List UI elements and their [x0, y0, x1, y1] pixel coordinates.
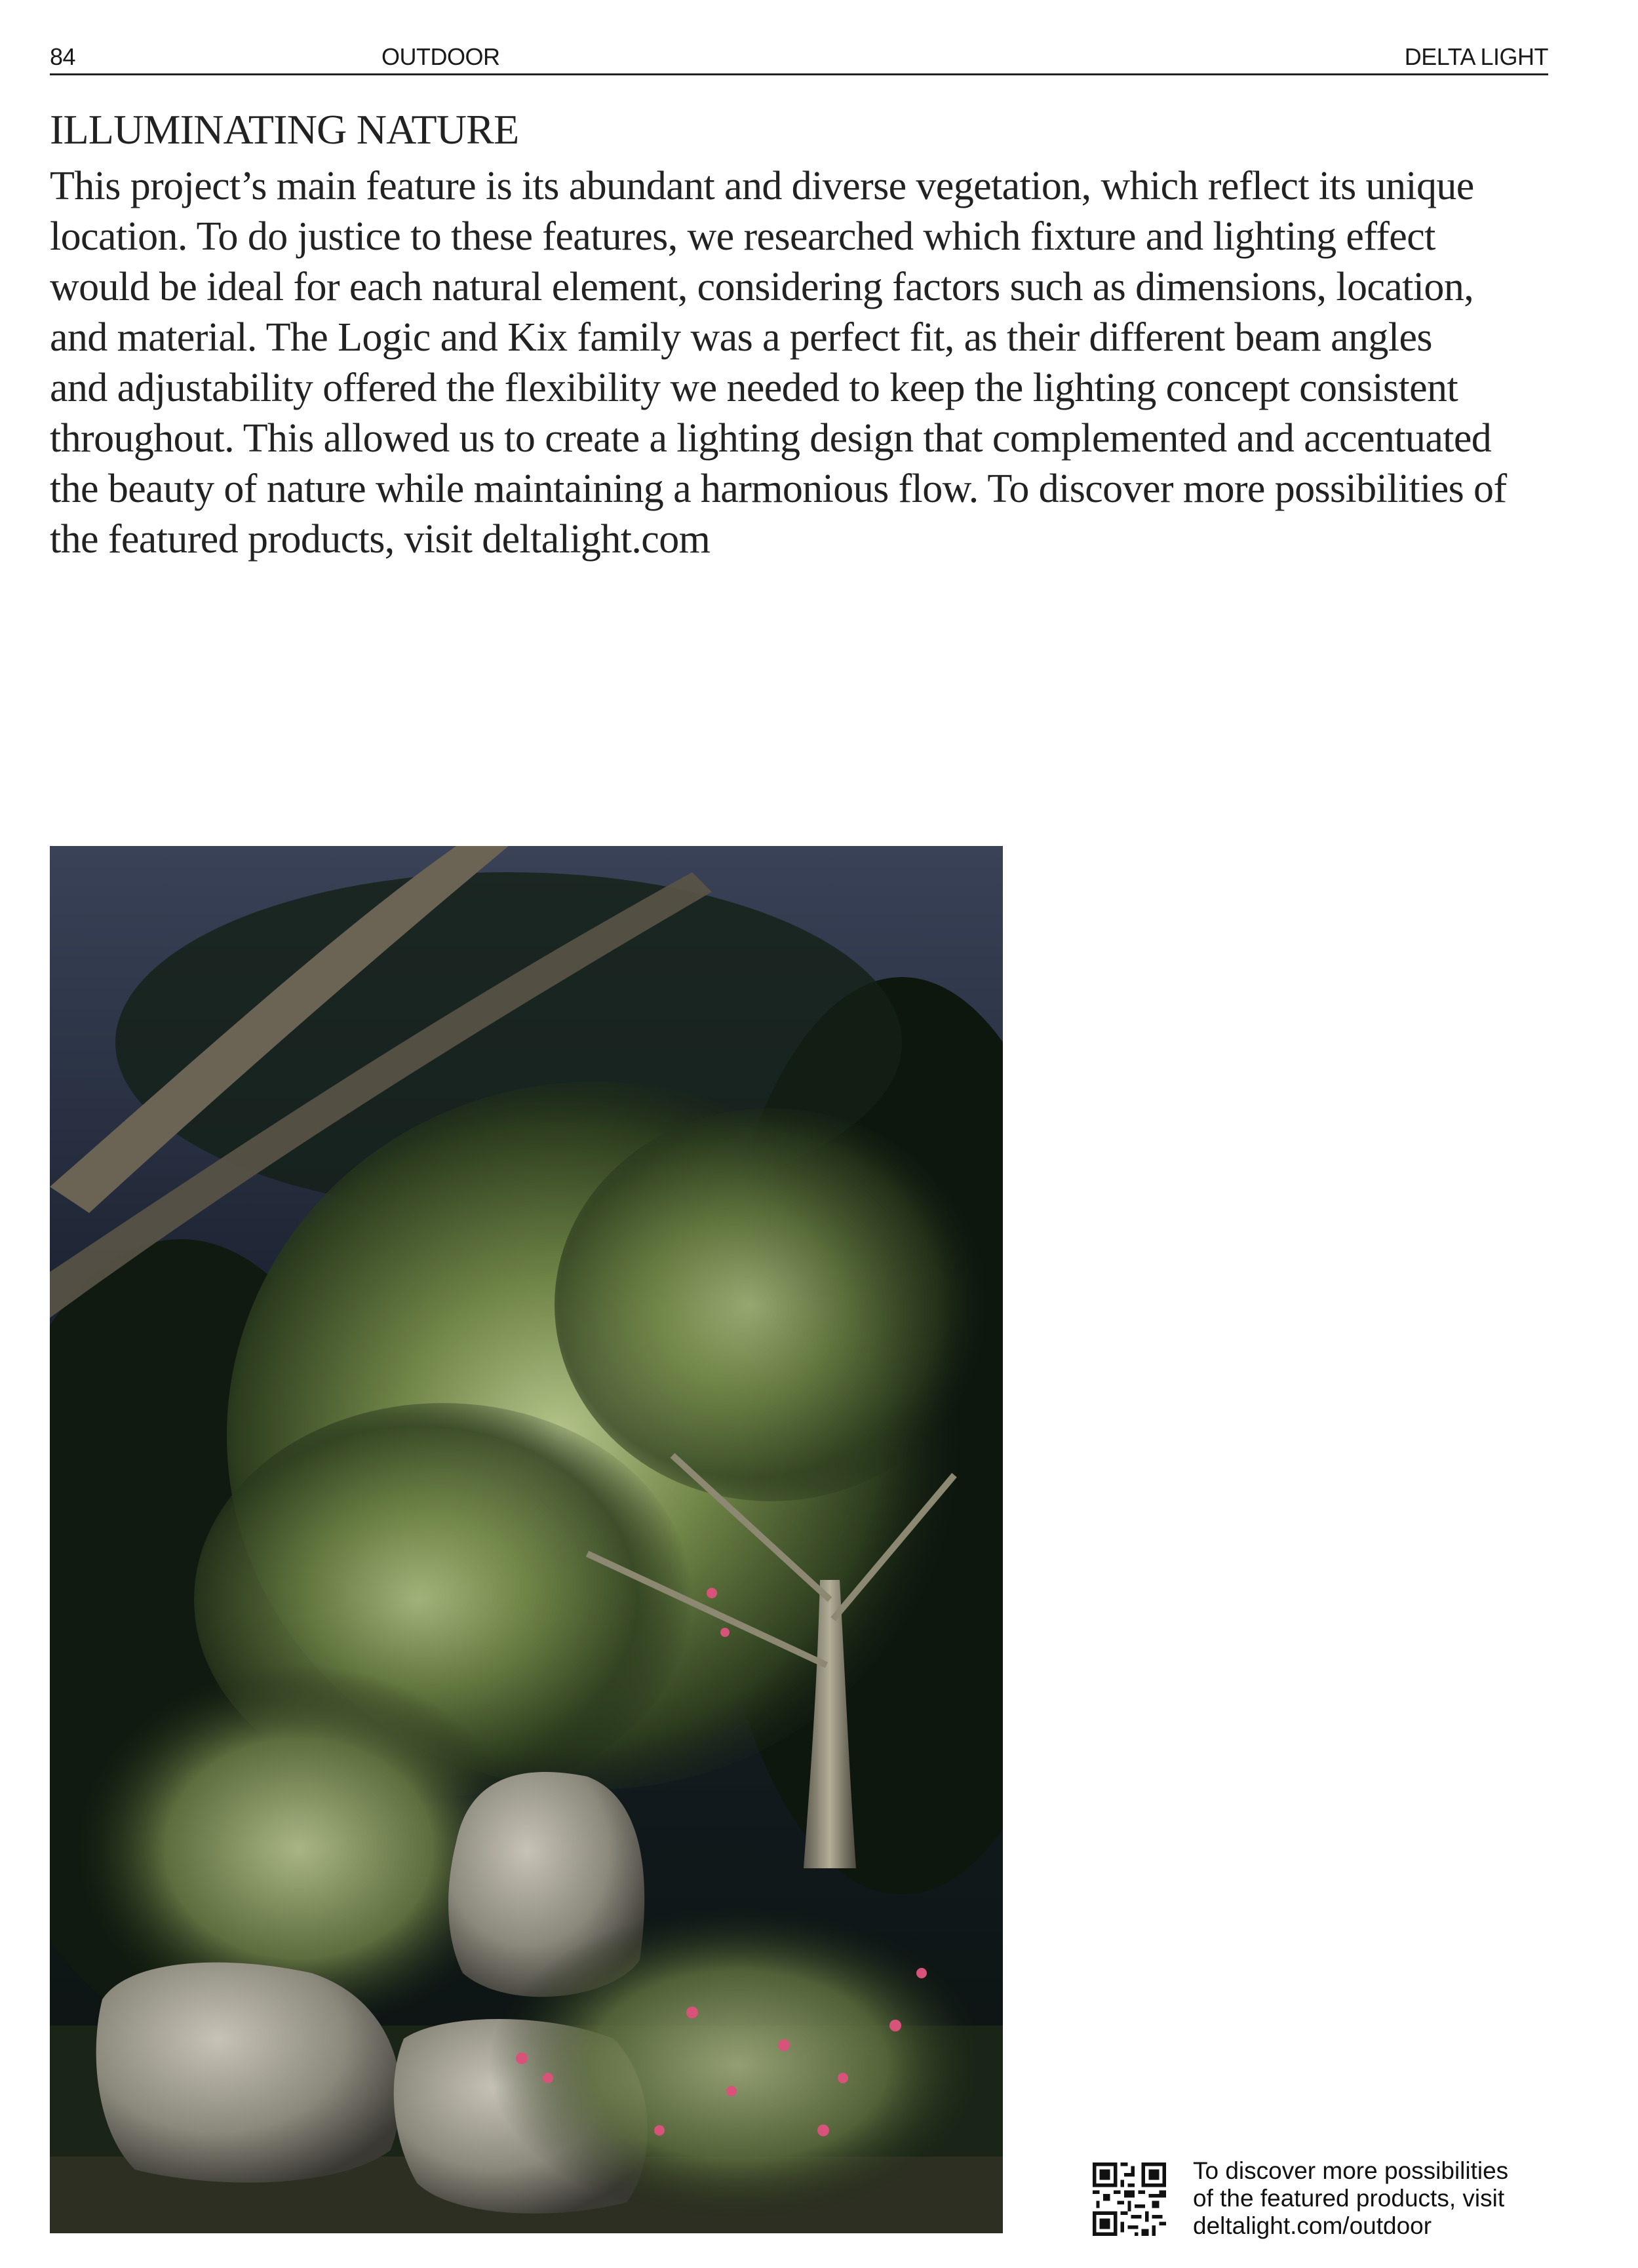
caption-link[interactable]: deltalight.com/outdoor: [1193, 2212, 1432, 2239]
body-line: throughout. This allowed us to create a lighting design that complemented and accentuated: [50, 416, 1492, 461]
caption-line: To discover more possibilities: [1193, 2157, 1509, 2184]
body-line: location. To do justice to these features, we researched which fixture and lighting effect: [50, 214, 1435, 259]
qr-code[interactable]: [1093, 2162, 1166, 2236]
article-title: ILLUMINATING NATURE: [50, 106, 519, 153]
body-line: would be ideal for each natural element, considering factors such as dimensions, location,: [50, 265, 1474, 309]
caption: [1193, 2157, 1560, 2240]
section-label: OUTDOOR: [381, 43, 500, 70]
body-line: and material. The Logic and Kix family was a perfect fit, as their different beam angles: [50, 315, 1432, 360]
brand-label: DELTA LIGHT: [1404, 43, 1548, 70]
page-header: [50, 39, 1548, 75]
body-line: and adjustability offered the flexibility we needed to keep the lighting concept consistent: [50, 366, 1458, 410]
garden-photo-illustration: [50, 846, 1003, 2233]
garden-photo: [50, 846, 1003, 2233]
page-number: 84: [50, 43, 76, 70]
caption-line: of the featured products, visit: [1193, 2185, 1505, 2212]
body-line: This project’s main feature is its abundant and diverse vegetation, which reflect its unique: [50, 164, 1474, 208]
article-body: [50, 161, 1557, 565]
body-line: the beauty of nature while maintaining a harmonious flow. To discover more possibilities of: [50, 467, 1507, 511]
article: [50, 98, 1557, 565]
body-line: the featured products, visit deltalight.com: [50, 517, 711, 562]
qr-code-icon: [1093, 2162, 1166, 2236]
